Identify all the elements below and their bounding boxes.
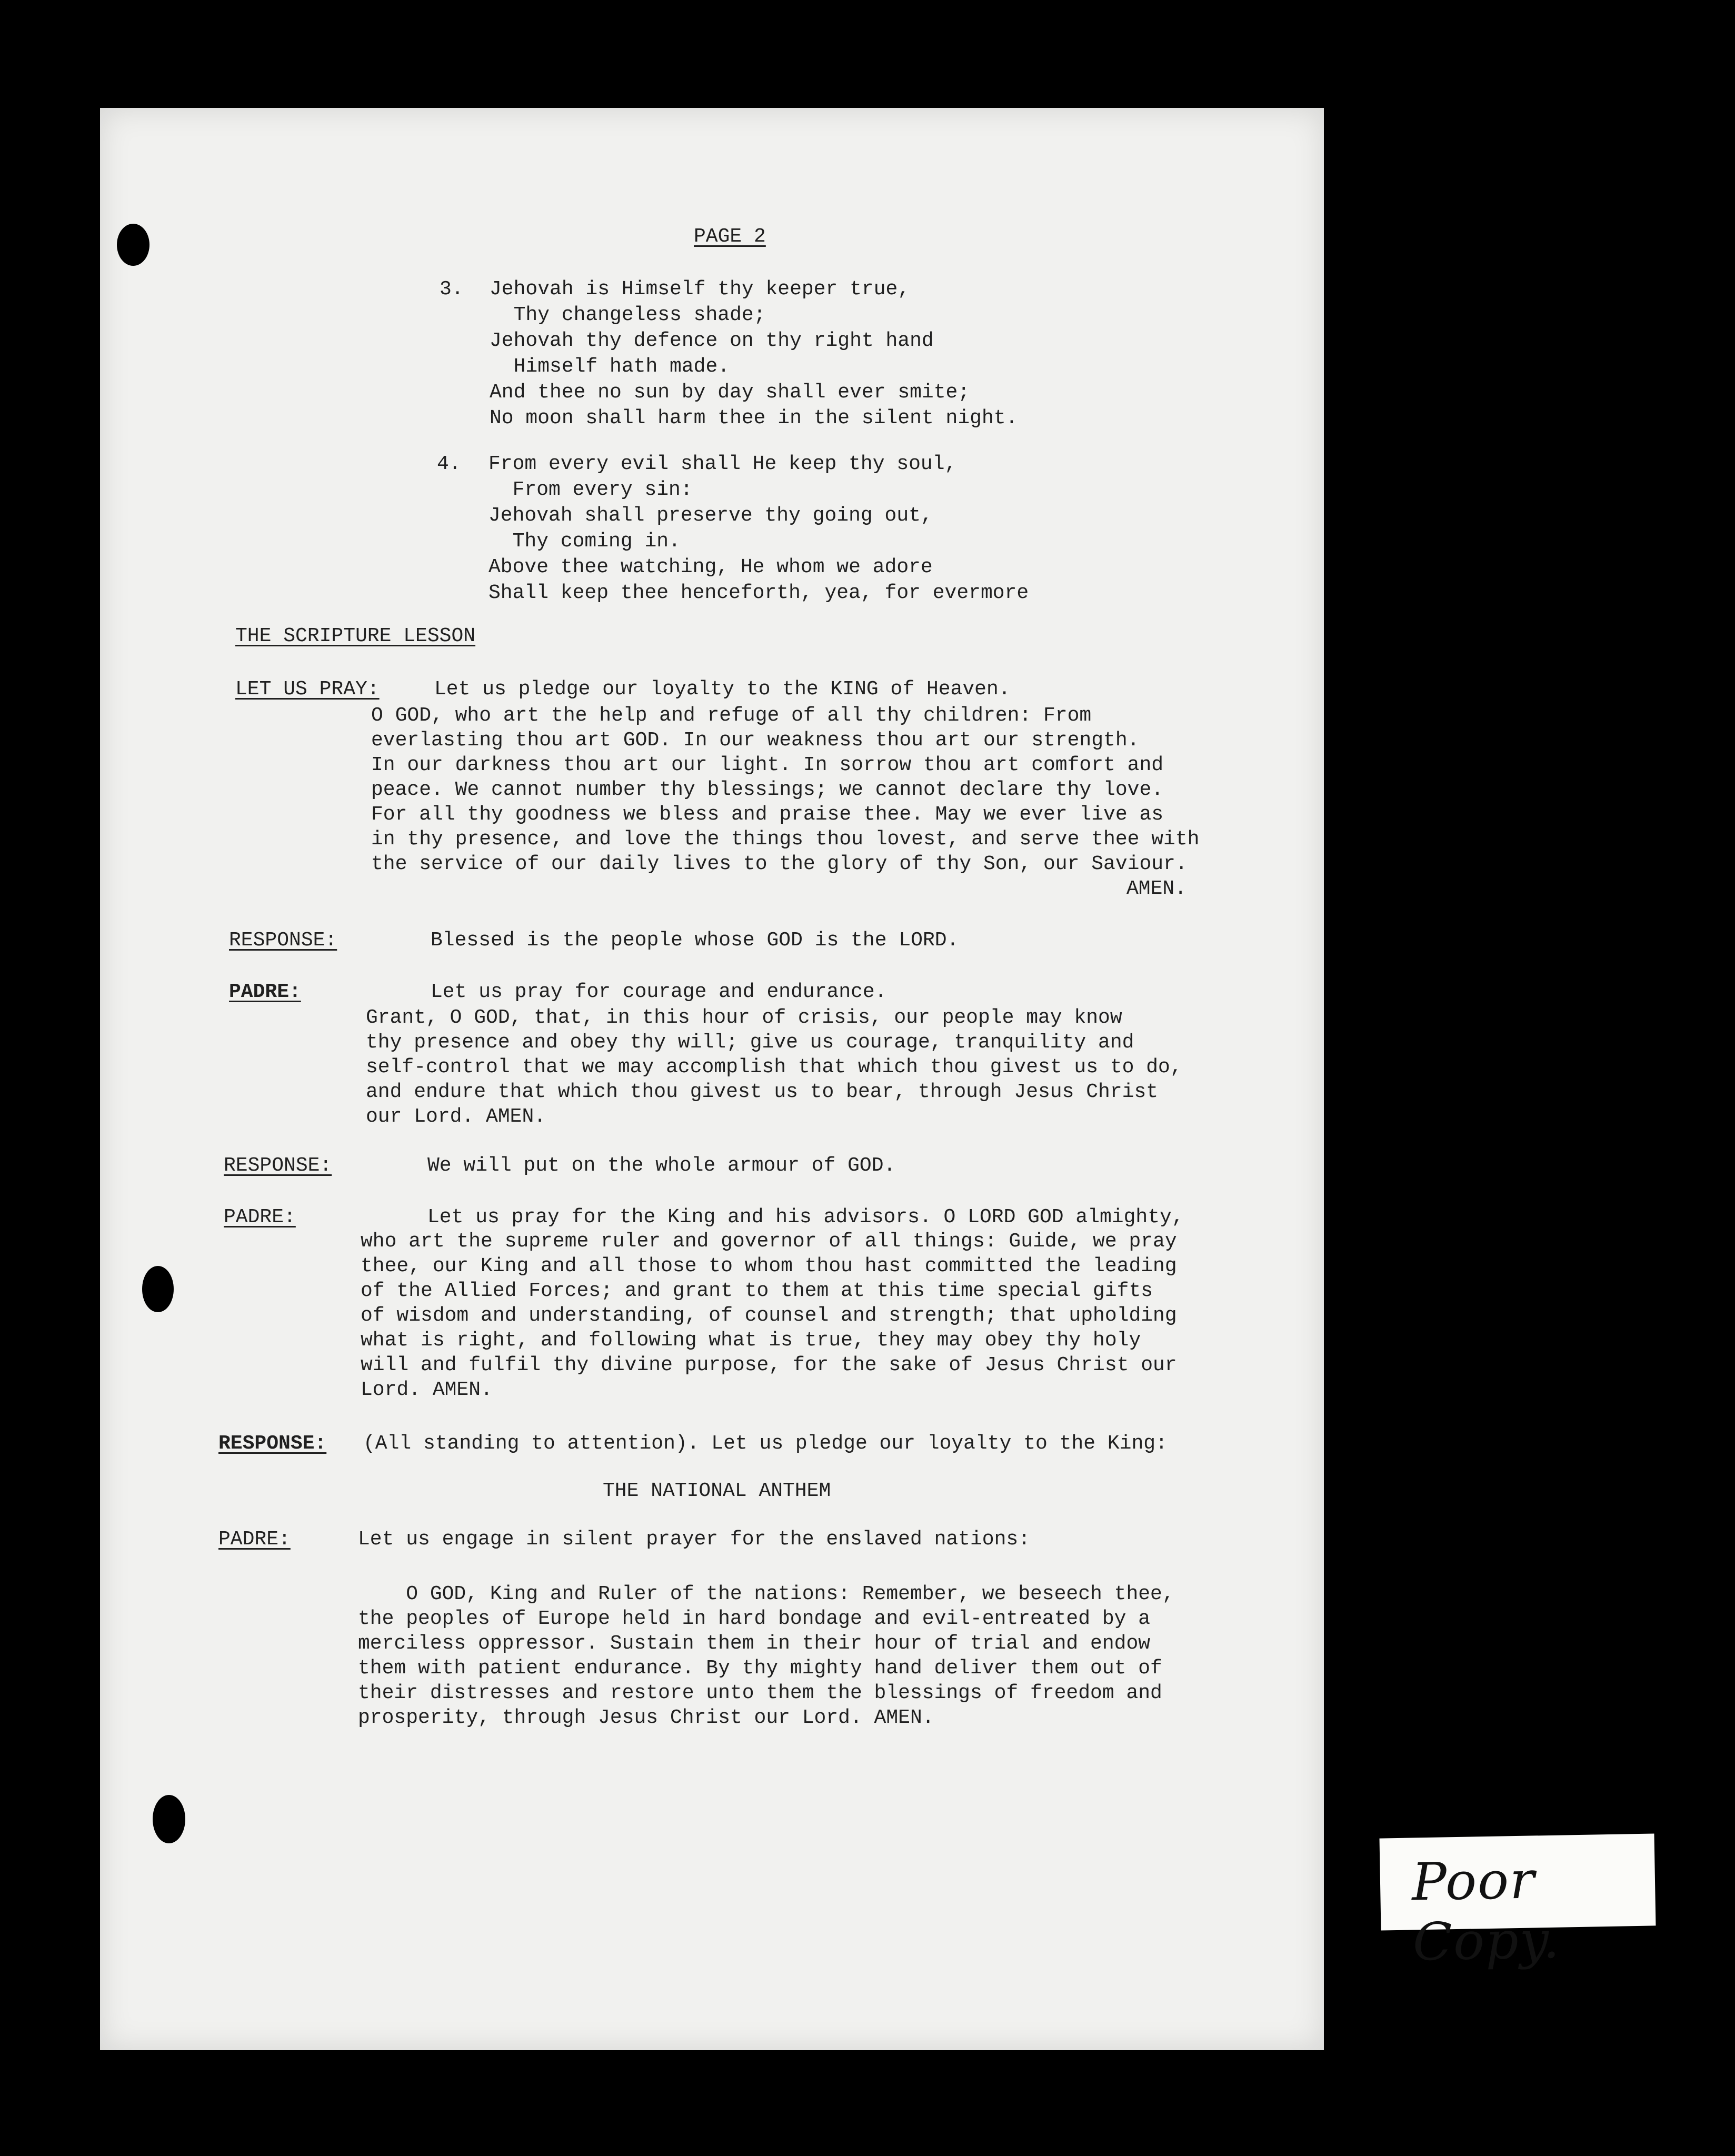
prayer-line: prosperity, through Jesus Christ our Lord. AMEN.: [358, 1706, 934, 1729]
verse-line: Thy coming in.: [488, 530, 681, 553]
prayer-line: thee, our King and all those to whom thou hast committed the leading: [361, 1255, 1177, 1277]
verse-line: From every evil shall He keep thy soul,: [488, 453, 957, 475]
prayer-line: In our darkness thou art our light. In sorrow thou art comfort and: [371, 754, 1164, 776]
prayer-line: of the Allied Forces; and grant to them at this time special gifts: [361, 1280, 1153, 1302]
prayer-line: who art the supreme ruler and governor of all things: Guide, we pray: [361, 1230, 1177, 1253]
prayer-line: Lord. AMEN.: [361, 1379, 493, 1401]
national-anthem-heading: THE NATIONAL ANTHEM: [603, 1480, 831, 1502]
verse-4-number: 4.: [437, 453, 461, 475]
response-text: Blessed is the people whose GOD is the LORD.: [431, 929, 959, 952]
response-text: We will put on the whole armour of GOD.: [427, 1154, 896, 1177]
prayer-line: merciless oppressor. Sustain them in their hour of trial and endow: [358, 1632, 1151, 1655]
padre-intro: Let us engage in silent prayer for the enslaved nations:: [358, 1528, 1031, 1551]
prayer-line: everlasting thou art GOD. In our weakness thou art our strength.: [371, 729, 1140, 752]
prayer-line: Grant, O GOD, that, in this hour of crisis, our people may know: [366, 1006, 1122, 1029]
prayer-line: the service of our daily lives to the glory of thy Son, our Saviour.: [371, 853, 1188, 875]
verse-line: Jehovah thy defence on thy right hand: [490, 330, 934, 352]
response-label: RESPONSE:: [218, 1432, 327, 1455]
verse-line: Jehovah shall preserve thy going out,: [488, 504, 933, 527]
prayer-line: in thy presence, and love the things thou lovest, and serve thee with: [371, 828, 1200, 851]
prayer-line: O GOD, who art the help and refuge of all thy children: From: [371, 704, 1092, 727]
verse-line: Above thee watching, He whom we adore: [488, 556, 933, 578]
prayer-line: of wisdom and understanding, of counsel and strength; that upholding: [361, 1304, 1177, 1327]
prayer-amen: AMEN.: [1126, 877, 1187, 900]
padre-intro: Let us pray for the King and his advisors. O LORD GOD almighty,: [427, 1206, 1184, 1229]
binder-hole-bottom: [153, 1795, 185, 1843]
prayer-line: will and fulfil thy divine purpose, for the sake of Jesus Christ our: [361, 1354, 1177, 1376]
prayer-line: thy presence and obey thy will; give us courage, tranquility and: [366, 1031, 1134, 1054]
prayer-line: For all thy goodness we bless and praise thee. May we ever live as: [371, 803, 1164, 826]
padre-label: PADRE:: [218, 1528, 291, 1551]
response-label: RESPONSE:: [224, 1154, 332, 1177]
binder-hole-middle: [142, 1266, 174, 1312]
prayer-line: peace. We cannot number thy blessings; we cannot declare thy love.: [371, 778, 1164, 801]
verse-line: From every sin:: [488, 478, 693, 501]
padre-label: PADRE:: [229, 981, 301, 1003]
response-text: (All standing to attention). Let us pledge our loyalty to the King:: [363, 1432, 1168, 1455]
padre-label: PADRE:: [224, 1206, 296, 1229]
page-number: PAGE 2: [694, 225, 766, 248]
prayer-line: the peoples of Europe held in hard bondage and evil-entreated by a: [358, 1608, 1151, 1630]
padre-intro: Let us pray for courage and endurance.: [431, 981, 887, 1003]
let-us-pray-intro: Let us pledge our loyalty to the KING of Heaven.: [434, 678, 1011, 701]
prayer-line: their distresses and restore unto them the blessings of freedom and: [358, 1682, 1162, 1704]
poor-copy-handwriting: Poor Copy.: [1411, 1850, 1561, 1973]
verse-line: And thee no sun by day shall ever smite;: [490, 381, 970, 404]
prayer-line: O GOD, King and Ruler of the nations: Remember, we beseech thee,: [358, 1583, 1174, 1605]
verse-line: Himself hath made.: [490, 355, 730, 378]
prayer-line: our Lord. AMEN.: [366, 1105, 546, 1128]
poor-copy-label: [1380, 1833, 1656, 1973]
verse-line: Jehovah is Himself thy keeper true,: [490, 278, 910, 301]
prayer-line: and endure that which thou givest us to bear, through Jesus Christ: [366, 1081, 1159, 1103]
prayer-line: them with patient endurance. By thy mighty hand deliver them out of: [358, 1657, 1162, 1680]
prayer-line: what is right, and following what is true, they may obey thy holy: [361, 1329, 1141, 1352]
binder-hole-top: [117, 224, 149, 266]
prayer-line: self-control that we may accomplish that which thou givest us to do,: [366, 1056, 1182, 1079]
let-us-pray-label: LET US PRAY:: [235, 678, 380, 701]
response-label: RESPONSE:: [229, 929, 337, 952]
scripture-lesson-heading: THE SCRIPTURE LESSON: [235, 625, 476, 647]
verse-line: No moon shall harm thee in the silent night.: [490, 407, 1018, 430]
verse-line: Thy changeless shade;: [490, 304, 766, 326]
verse-line: Shall keep thee henceforth, yea, for evermore: [488, 582, 1029, 604]
verse-3-number: 3.: [440, 278, 464, 301]
